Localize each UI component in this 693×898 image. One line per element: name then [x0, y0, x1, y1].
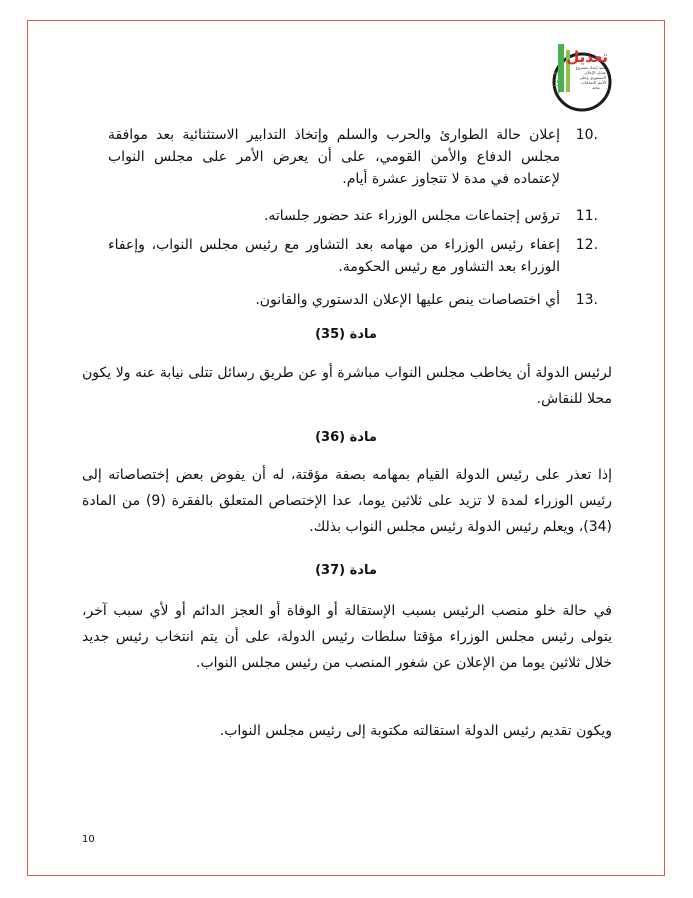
- logo-title: تعديل: [566, 48, 608, 66]
- list-item-text: إعفاء رئيس الوزراء من مهامه بعد التشاور مع رئيس مجلس النواب، وإعفاء الوزراء بعد التشاور مع رئيس الحكومة.: [108, 237, 560, 275]
- list-item-number: 10.: [575, 127, 598, 143]
- logo-line: الدستوري وعلى: [579, 75, 606, 80]
- article-paragraph: إذا تعذر على رئيس الدولة القيام بمهامه بصفة مؤقتة، له أن يفوض بعض إختصاصاته إلى رئيس الوزراء لمدة لا تزيد على ثلاثين يوما، عدا الإختصاص المتعلق بالفقرة (9) من المادة (34)، ويعلم رئيس الدولة رئيس مجلس النواب بذلك.: [82, 467, 612, 535]
- article-heading: مادة (36): [315, 430, 377, 445]
- article-paragraph: لرئيس الدولة أن يخاطب مجلس النواب مباشرة أو عن طريق رسائل تتلى نيابة عنه ولا يكون محلا للنقاش.: [82, 365, 612, 407]
- list-item-text: إعلان حالة الطوارئ والحرب والسلم وإتخاذ التدابير الاستثنائية بعد موافقة مجلس الدفاع والأمن القومي، على أن يعرض الأمر على مجلس النواب لإعتماده في مدة لا تتجاوز عشرة أيام.: [108, 127, 560, 187]
- logo-line: لجنة إعداد مشروع: [575, 65, 606, 70]
- list-item-text: ترؤس إجتماعات مجلس الوزراء عند حضور جلساته.: [263, 208, 560, 224]
- list-item: [108, 124, 598, 190]
- list-item: [108, 205, 598, 227]
- article-heading: مادة (37): [315, 563, 377, 578]
- list-item-number: 11.: [575, 208, 598, 224]
- list-item-number: 13.: [575, 292, 598, 308]
- logo-line: تعديل الإعلان: [584, 70, 606, 75]
- logo: [548, 36, 616, 116]
- article-paragraph: ويكون تقديم رئيس الدولة استقالته مكتوبة إلى رئيس مجلس النواب.: [219, 723, 612, 739]
- logo-subtitle: انتخاب: [553, 72, 562, 94]
- article-paragraph: في حالة خلو منصب الرئيس بسبب الإستقالة أو الوفاة أو العجز الدائم أو لأي سبب آخر، يتولى رئيس مجلس الوزراء مؤقتا سلطات رئيس الدولة، على أن يتم انتخاب رئيس جديد خلال ثلاثين يوما من الإعلان عن شغور المنصب من رئيس مجلس النواب.: [82, 603, 612, 671]
- logo-line: عامة: [592, 85, 600, 90]
- list-item-number: 12.: [575, 237, 598, 253]
- article-heading: مادة (35): [315, 327, 377, 342]
- list-item-text: أي اختصاصات ينص عليها الإعلان الدستوري والقانون.: [255, 292, 560, 308]
- page-number: 10: [82, 834, 95, 845]
- list-item: [108, 234, 598, 278]
- logo-line: الأمم الانتخابات: [580, 80, 606, 85]
- list-item: [108, 289, 598, 311]
